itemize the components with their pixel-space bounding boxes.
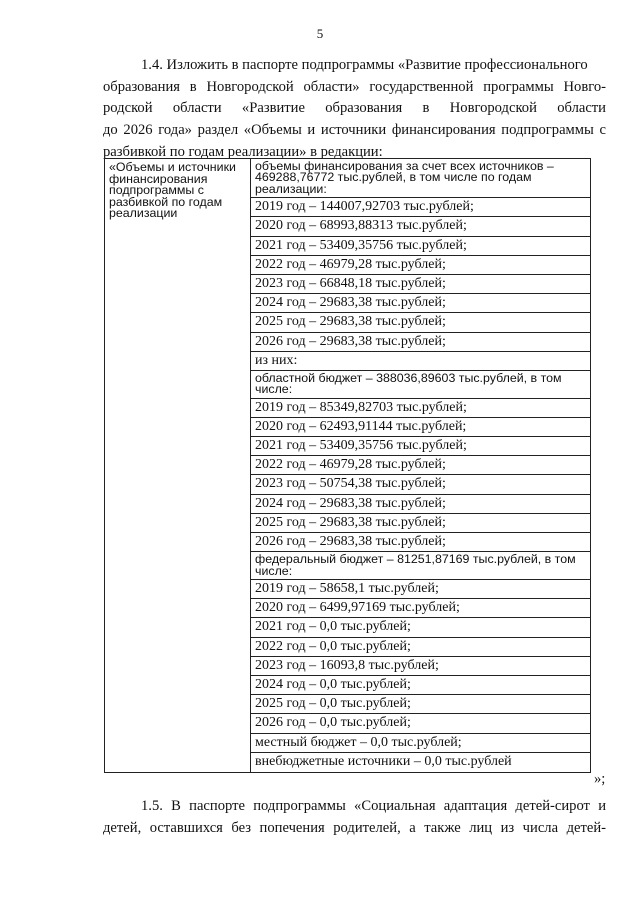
- funding-row: 2023 год – 66848,18 тыс.рублей;: [251, 275, 590, 294]
- next-paragraph: [103, 796, 606, 839]
- funding-row: 2025 год – 29683,38 тыс.рублей;: [251, 514, 590, 533]
- page-number: 5: [316, 26, 324, 41]
- funding-row: 2024 год – 0,0 тыс.рублей;: [251, 676, 590, 695]
- funding-row: федеральный бюджет – 81251,87169 тыс.рублей, в том числе:: [251, 552, 590, 580]
- funding-row: внебюджетные источники – 0,0 тыс.рублей: [255, 753, 512, 769]
- funding-row: 2022 год – 46979,28 тыс.рублей;: [251, 456, 590, 475]
- intro-line: образования в Новгородской области» государственной программы Новго-: [103, 78, 606, 95]
- funding-row: 2022 год – 0,0 тыс.рублей;: [251, 638, 590, 657]
- funding-row: областной бюджет – 388036,89603 тыс.рублей, в том числе:: [251, 371, 590, 399]
- intro-line: родской области «Развитие образования в Новгородской области: [103, 100, 606, 117]
- funding-row: из них:: [251, 352, 590, 371]
- funding-row: 2025 год – 0,0 тыс.рублей;: [251, 695, 590, 714]
- funding-row: 2021 год – 53409,35756 тыс.рублей;: [251, 237, 590, 256]
- intro-line: разбивкой по годам реализации» в редакции:: [103, 143, 383, 160]
- intro-line: до 2026 года» раздел «Объемы и источники финансирования подпрограммы с: [103, 122, 606, 139]
- intro-paragraph: [103, 55, 606, 164]
- funding-row: 2019 год – 85349,82703 тыс.рублей;: [251, 399, 590, 418]
- funding-row: местный бюджет – 0,0 тыс.рублей;: [251, 734, 590, 753]
- funding-row: 2026 год – 0,0 тыс.рублей;: [251, 714, 590, 733]
- funding-table: [104, 158, 591, 773]
- funding-row: 2021 год – 0,0 тыс.рублей;: [251, 618, 590, 637]
- funding-row: 2023 год – 16093,8 тыс.рублей;: [251, 657, 590, 676]
- intro-line: 1.4. Изложить в паспорте подпрограммы «Развитие профессионального: [141, 57, 588, 73]
- funding-row: 2023 год – 50754,38 тыс.рублей;: [251, 475, 590, 494]
- funding-row: 2024 год – 29683,38 тыс.рублей;: [251, 294, 590, 313]
- funding-row: 2025 год – 29683,38 тыс.рублей;: [251, 313, 590, 332]
- closing-quote: »;: [594, 771, 606, 787]
- next-line: детей, оставшихся без попечения родителей, а также лиц из числа детей-: [103, 819, 606, 836]
- funding-row: 2020 год – 68993,88313 тыс.рублей;: [251, 217, 590, 236]
- funding-row: объемы финансирования за счет всех источников – 469288,76772 тыс.рублей, в том числе по годам реализации:: [251, 159, 590, 198]
- funding-table-label: «Объемы и источники финансирования подпрограммы с разбивкой по годам реализации: [105, 159, 251, 773]
- funding-row: 2019 год – 58658,1 тыс.рублей;: [251, 580, 590, 599]
- funding-table-values: [251, 159, 591, 773]
- funding-row: 2024 год – 29683,38 тыс.рублей;: [251, 495, 590, 514]
- funding-row: 2026 год – 29683,38 тыс.рублей;: [251, 533, 590, 552]
- funding-row: 2020 год – 62493,91144 тыс.рублей;: [251, 418, 590, 437]
- next-line: 1.5. В паспорте подпрограммы «Социальная адаптация детей-сирот и: [141, 798, 606, 814]
- funding-row: 2020 год – 6499,97169 тыс.рублей;: [251, 599, 590, 618]
- funding-row: 2026 год – 29683,38 тыс.рублей;: [251, 333, 590, 352]
- funding-row: 2021 год – 53409,35756 тыс.рублей;: [251, 437, 590, 456]
- funding-row: 2022 год – 46979,28 тыс.рублей;: [251, 256, 590, 275]
- funding-row: 2019 год – 144007,92703 тыс.рублей;: [251, 198, 590, 217]
